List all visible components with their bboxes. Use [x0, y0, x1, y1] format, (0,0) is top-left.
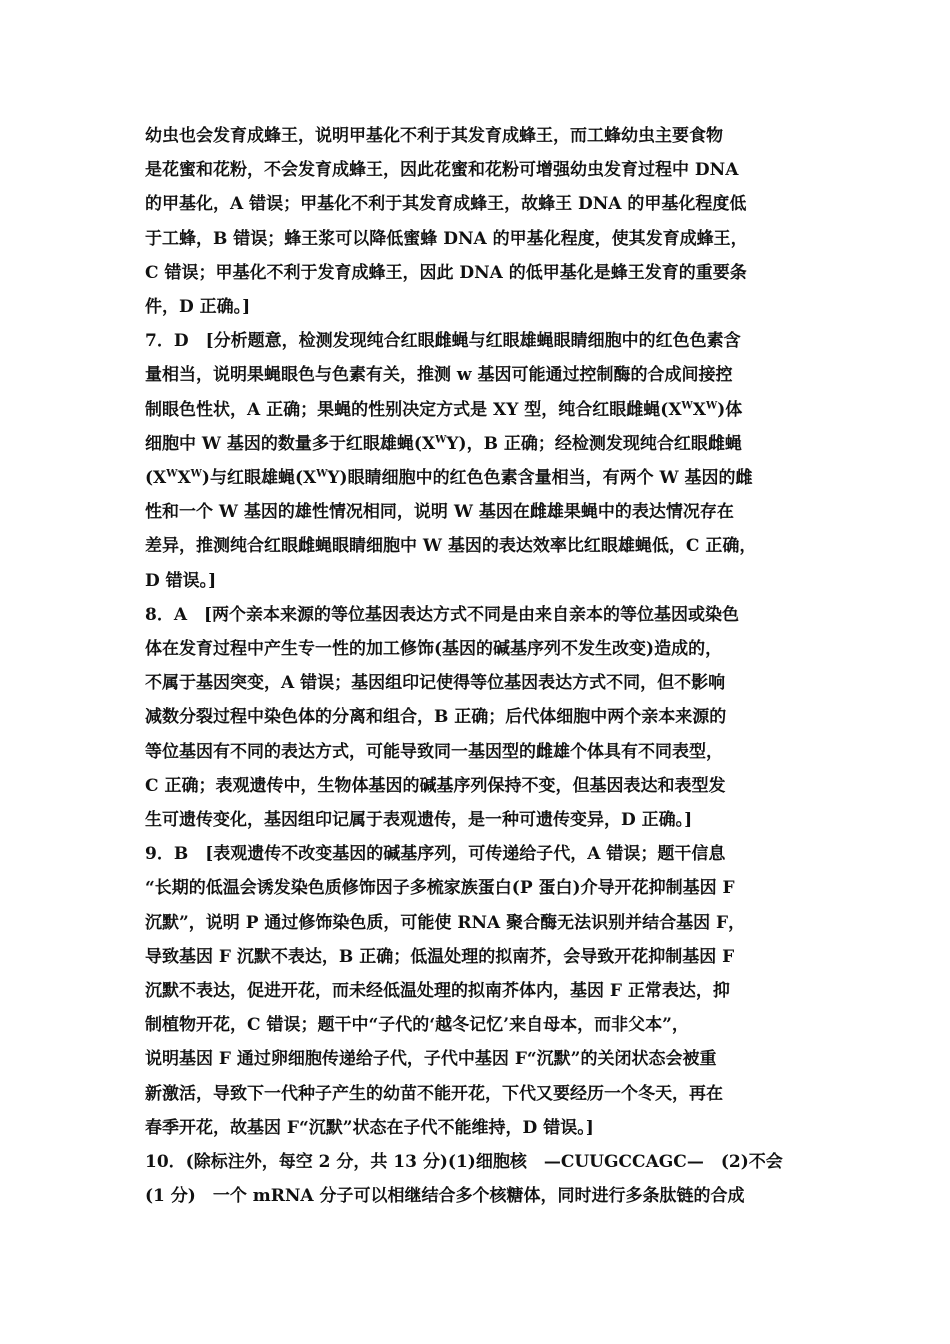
text-line: 9．B [表观遗传不改变基因的碱基序列，可传递给子代，A 错误；题干信息: [145, 844, 726, 865]
text-line: C 错误；甲基化不利于发育成蜂王，因此 DNA 的低甲基化是蜂王发育的重要条: [145, 262, 747, 283]
text-line: 是花蜜和花粉，不会发育成蜂王，因此花蜜和花粉可增强幼虫发育过程中 DNA: [145, 160, 739, 181]
text-line: D 错误。]: [145, 570, 217, 591]
answer-document: [145, 119, 811, 1214]
text-line: C 正确；表观遗传中，生物体基因的碱基序列保持不变，但基因表达和表型发: [145, 775, 726, 796]
text-line: 导致基因 F 沉默不表达，B 正确；低温处理的拟南芥，会导致开花抑制基因 F: [145, 946, 735, 967]
text-line: 细胞中 W 基因的数量多于红眼雄蝇$(X^WY)$，B 正确；经检测发现纯合红眼雌蝇: [145, 433, 742, 454]
text-line: 的甲基化，A 错误；甲基化不利于其发育成蜂王，故蜂王 DNA 的甲基化程度低: [145, 194, 747, 215]
text-line: 减数分裂过程中染色体的分离和组合，B 正确；后代体细胞中两个亲本来源的: [145, 707, 727, 728]
text-line: 体在发育过程中产生专一性的加工修饰(基因的碱基序列不发生改变)造成的，: [145, 639, 723, 660]
answer-8: [145, 598, 811, 837]
answer-6-continued: [145, 119, 811, 324]
text-line: 性和一个 W 基因的雄性情况相同，说明 W 基因在雌雄果蝇中的表达情况存在: [145, 502, 734, 523]
text-line: 春季开花，故基因 F“沉默”状态在子代不能维持，D 错误。]: [145, 1117, 594, 1138]
text-line: 幼虫也会发育成蜂王，说明甲基化不利于其发育成蜂王，而工蜂幼虫主要食物: [145, 126, 723, 146]
text-line: 沉默不表达，促进开花，而未经低温处理的拟南芥体内，基因 F 正常表达，抑: [145, 981, 730, 1002]
answer-10: [145, 1145, 811, 1213]
text-line: 差异，推测纯合红眼雌蝇眼睛细胞中 W 基因的表达效率比红眼雄蝇低，C 正确，: [145, 536, 757, 557]
text-line: 于工蜂，B 错误；蜂王浆可以降低蜜蜂 DNA 的甲基化程度，使其发育成蜂王，: [145, 228, 748, 249]
text-line: 7．D [分析题意，检测发现纯合红眼雌蝇与红眼雄蝇眼睛细胞中的红色色素含: [145, 331, 741, 352]
text-line: 制眼色性状，A 正确；果蝇的性别决定方式是 XY 型，纯合红眼雌蝇$(X^WX^W)$体: [145, 399, 743, 420]
text-line: “长期的低温会诱发染色质修饰因子多梳家族蛋白(P 蛋白)介导开花抑制基因 F: [145, 878, 735, 899]
text-line: 件，D 正确。]: [145, 297, 251, 318]
text-line: 沉默”，说明 P 通过修饰染色质，可能使 RNA 聚合酶无法识别并结合基因 F，: [145, 912, 746, 933]
text-line: 制植物开花，C 错误；题干中“子代的‘越冬记忆’来自母本，而非父本”，: [145, 1015, 689, 1036]
text-line: 8．A [两个亲本来源的等位基因表达方式不同是由来自亲本的等位基因或染色: [145, 604, 740, 625]
answer-7: [145, 324, 811, 598]
text-line: $(X^WX^W)$与红眼雄蝇$(X^WY)$眼睛细胞中的红色色素含量相当，有两个 W 基因的雌: [145, 468, 753, 489]
answer-9: [145, 837, 811, 1145]
text-line: 说明基因 F 通过卵细胞传递给子代，子代中基因 F“沉默”的关闭状态会被重: [145, 1049, 717, 1070]
text-line: 生可遗传变化，基因组印记属于表观遗传，是一种可遗传变异，D 正确。]: [145, 810, 693, 831]
text-line: 10．(除标注外，每空 2 分，共 13 分)(1)细胞核 —CUUGCCAGC— (2)不会: [145, 1152, 783, 1173]
text-line: 新激活，导致下一代种子产生的幼苗不能开花，下代又要经历一个冬天，再在: [145, 1083, 723, 1104]
text-line: 量相当，说明果蝇眼色与色素有关，推测 w 基因可能通过控制酶的合成间接控: [145, 365, 733, 386]
text-line: 不属于基因突变，A 错误；基因组印记使得等位基因表达方式不同，但不影响: [145, 673, 726, 694]
text-line: 等位基因有不同的表达方式，可能导致同一基因型的雌雄个体具有不同表型，: [145, 741, 723, 762]
text-line: (1 分) 一个 mRNA 分子可以相继结合多个核糖体，同时进行多条肽链的合成: [145, 1186, 745, 1207]
